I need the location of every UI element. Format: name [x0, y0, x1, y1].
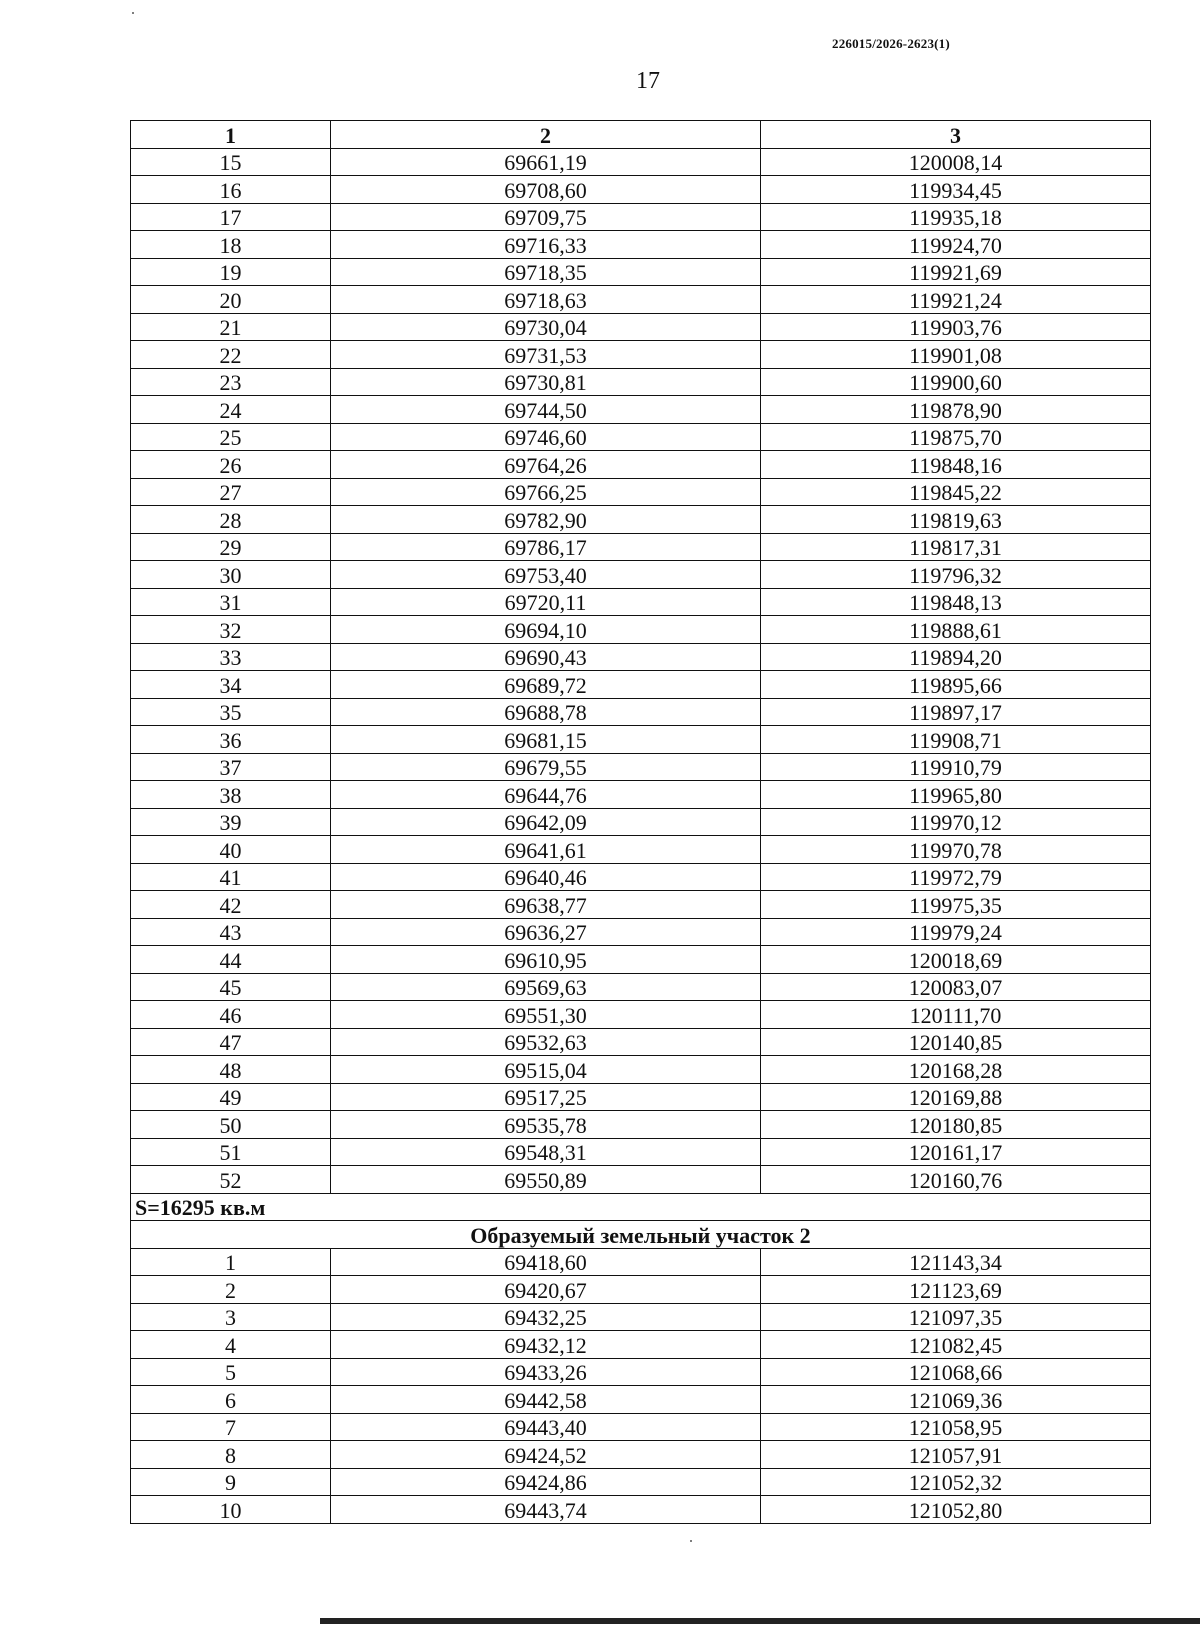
table-row	[131, 203, 1151, 231]
coordinate-y: 120008,14	[761, 148, 1151, 176]
point-number: 34	[131, 671, 331, 699]
coordinate-y: 119888,61	[761, 616, 1151, 644]
coordinate-x: 69424,86	[331, 1468, 761, 1496]
coordinate-x: 69709,75	[331, 203, 761, 231]
point-number: 24	[131, 396, 331, 424]
point-number: 25	[131, 423, 331, 451]
point-number: 21	[131, 313, 331, 341]
table-row	[131, 1303, 1151, 1331]
coordinate-y: 121057,91	[761, 1441, 1151, 1469]
coordinate-x: 69753,40	[331, 561, 761, 589]
table-row	[131, 286, 1151, 314]
coordinate-x: 69694,10	[331, 616, 761, 644]
coordinate-y: 121068,66	[761, 1358, 1151, 1386]
coordinate-y: 121058,95	[761, 1413, 1151, 1441]
table-row	[131, 478, 1151, 506]
table-row	[131, 753, 1151, 781]
point-number: 47	[131, 1028, 331, 1056]
point-number: 15	[131, 148, 331, 176]
point-number: 43	[131, 918, 331, 946]
coordinate-y: 119921,24	[761, 286, 1151, 314]
coordinate-y: 121097,35	[761, 1303, 1151, 1331]
table-row	[131, 1028, 1151, 1056]
point-number: 39	[131, 808, 331, 836]
point-number: 23	[131, 368, 331, 396]
point-number: 49	[131, 1083, 331, 1111]
coordinate-x: 69688,78	[331, 698, 761, 726]
table-row	[131, 561, 1151, 589]
table-row	[131, 698, 1151, 726]
coordinate-x: 69532,63	[331, 1028, 761, 1056]
table-row	[131, 863, 1151, 891]
point-number: 10	[131, 1496, 331, 1524]
column-header-1: 1	[131, 121, 331, 149]
coordinate-y: 120083,07	[761, 973, 1151, 1001]
coordinate-y: 119910,79	[761, 753, 1151, 781]
point-number: 18	[131, 231, 331, 259]
table-row	[131, 313, 1151, 341]
point-number: 41	[131, 863, 331, 891]
coordinate-x: 69636,27	[331, 918, 761, 946]
coordinate-y: 120161,17	[761, 1138, 1151, 1166]
table-row	[131, 1001, 1151, 1029]
coordinate-x: 69661,19	[331, 148, 761, 176]
coordinate-x: 69638,77	[331, 891, 761, 919]
coordinate-x: 69679,55	[331, 753, 761, 781]
point-number: 46	[131, 1001, 331, 1029]
point-number: 1	[131, 1248, 331, 1276]
coordinate-x: 69690,43	[331, 643, 761, 671]
coordinate-x: 69718,63	[331, 286, 761, 314]
coordinate-x: 69610,95	[331, 946, 761, 974]
coordinate-x: 69681,15	[331, 726, 761, 754]
coordinate-y: 119845,22	[761, 478, 1151, 506]
coordinate-x: 69418,60	[331, 1248, 761, 1276]
table-row	[131, 671, 1151, 699]
point-number: 36	[131, 726, 331, 754]
coordinate-x: 69424,52	[331, 1441, 761, 1469]
coordinate-y: 120140,85	[761, 1028, 1151, 1056]
coordinate-x: 69720,11	[331, 588, 761, 616]
table-row	[131, 1441, 1151, 1469]
coordinate-y: 121143,34	[761, 1248, 1151, 1276]
table-row	[131, 588, 1151, 616]
coordinate-y: 119972,79	[761, 863, 1151, 891]
point-number: 33	[131, 643, 331, 671]
coordinate-x: 69730,81	[331, 368, 761, 396]
point-number: 44	[131, 946, 331, 974]
coordinate-y: 119848,16	[761, 451, 1151, 479]
point-number: 51	[131, 1138, 331, 1166]
table-header-row	[131, 121, 1151, 149]
table-row	[131, 258, 1151, 286]
coordinate-y: 119908,71	[761, 726, 1151, 754]
coordinate-y: 120169,88	[761, 1083, 1151, 1111]
point-number: 6	[131, 1386, 331, 1414]
point-number: 38	[131, 781, 331, 809]
table-row	[131, 808, 1151, 836]
coordinate-x: 69718,35	[331, 258, 761, 286]
coordinate-x: 69641,61	[331, 836, 761, 864]
coordinate-y: 119979,24	[761, 918, 1151, 946]
table-row	[131, 781, 1151, 809]
coordinate-x: 69782,90	[331, 506, 761, 534]
table-row	[131, 836, 1151, 864]
coordinate-y: 119975,35	[761, 891, 1151, 919]
coordinate-y: 121069,36	[761, 1386, 1151, 1414]
table-row	[131, 1468, 1151, 1496]
coordinate-x: 69744,50	[331, 396, 761, 424]
area-label: S=16295 кв.м	[131, 1193, 1151, 1221]
coordinate-y: 119875,70	[761, 423, 1151, 451]
coordinate-x: 69420,67	[331, 1276, 761, 1304]
table-row	[131, 423, 1151, 451]
coordinate-y: 119796,32	[761, 561, 1151, 589]
coordinate-x: 69640,46	[331, 863, 761, 891]
coordinate-y: 119934,45	[761, 176, 1151, 204]
section-title-row	[131, 1221, 1151, 1249]
table-row	[131, 1358, 1151, 1386]
area-row	[131, 1193, 1151, 1221]
coordinate-x: 69708,60	[331, 176, 761, 204]
coordinate-y: 120018,69	[761, 946, 1151, 974]
table-row	[131, 1056, 1151, 1084]
coordinate-x: 69644,76	[331, 781, 761, 809]
coordinate-x: 69716,33	[331, 231, 761, 259]
coordinate-y: 119900,60	[761, 368, 1151, 396]
column-header-3: 3	[761, 121, 1151, 149]
coordinate-y: 119901,08	[761, 341, 1151, 369]
section2-title: Образуемый земельный участок 2	[131, 1221, 1151, 1249]
table-row	[131, 918, 1151, 946]
coordinate-y: 121052,32	[761, 1468, 1151, 1496]
coordinate-x: 69515,04	[331, 1056, 761, 1084]
coordinate-y: 121052,80	[761, 1496, 1151, 1524]
point-number: 19	[131, 258, 331, 286]
coordinate-y: 119848,13	[761, 588, 1151, 616]
coordinate-x: 69443,74	[331, 1496, 761, 1524]
table-row	[131, 451, 1151, 479]
table-row	[131, 946, 1151, 974]
table-row	[131, 396, 1151, 424]
point-number: 22	[131, 341, 331, 369]
coordinate-x: 69786,17	[331, 533, 761, 561]
point-number: 48	[131, 1056, 331, 1084]
table-row	[131, 616, 1151, 644]
coordinate-x: 69433,26	[331, 1358, 761, 1386]
table-row	[131, 1386, 1151, 1414]
bottom-scan-rule	[320, 1618, 1200, 1624]
document-id: 226015/2026-2623(1)	[832, 36, 950, 51]
point-number: 2	[131, 1276, 331, 1304]
coordinate-x: 69548,31	[331, 1138, 761, 1166]
coordinate-y: 119895,66	[761, 671, 1151, 699]
coordinate-x: 69517,25	[331, 1083, 761, 1111]
coordinate-y: 119970,12	[761, 808, 1151, 836]
point-number: 7	[131, 1413, 331, 1441]
point-number: 17	[131, 203, 331, 231]
coordinate-y: 119817,31	[761, 533, 1151, 561]
coordinate-y: 119878,90	[761, 396, 1151, 424]
coordinate-x: 69535,78	[331, 1111, 761, 1139]
table-row	[131, 1111, 1151, 1139]
coordinate-x: 69569,63	[331, 973, 761, 1001]
point-number: 28	[131, 506, 331, 534]
coordinate-y: 119935,18	[761, 203, 1151, 231]
coordinate-y: 120160,76	[761, 1166, 1151, 1194]
scan-speck	[132, 12, 134, 14]
coordinate-x: 69689,72	[331, 671, 761, 699]
point-number: 3	[131, 1303, 331, 1331]
point-number: 42	[131, 891, 331, 919]
coordinate-y: 119903,76	[761, 313, 1151, 341]
scan-speck	[690, 1540, 692, 1542]
coordinate-y: 120168,28	[761, 1056, 1151, 1084]
coordinate-x: 69730,04	[331, 313, 761, 341]
table-row	[131, 1248, 1151, 1276]
table-row	[131, 726, 1151, 754]
coordinate-x: 69764,26	[331, 451, 761, 479]
table-row	[131, 1496, 1151, 1524]
coordinate-x: 69432,25	[331, 1303, 761, 1331]
point-number: 9	[131, 1468, 331, 1496]
table-row	[131, 643, 1151, 671]
table-row	[131, 1413, 1151, 1441]
point-number: 40	[131, 836, 331, 864]
table-row	[131, 1138, 1151, 1166]
column-header-2: 2	[331, 121, 761, 149]
point-number: 52	[131, 1166, 331, 1194]
coordinate-y: 119894,20	[761, 643, 1151, 671]
coordinate-x: 69731,53	[331, 341, 761, 369]
table-row	[131, 1276, 1151, 1304]
table-row	[131, 1083, 1151, 1111]
coordinate-y: 119819,63	[761, 506, 1151, 534]
table-row	[131, 341, 1151, 369]
point-number: 32	[131, 616, 331, 644]
coordinate-x: 69442,58	[331, 1386, 761, 1414]
table-row	[131, 231, 1151, 259]
coordinate-y: 120180,85	[761, 1111, 1151, 1139]
table-row	[131, 891, 1151, 919]
coordinate-y: 121082,45	[761, 1331, 1151, 1359]
table-row	[131, 1166, 1151, 1194]
point-number: 8	[131, 1441, 331, 1469]
table-row	[131, 368, 1151, 396]
table-row	[131, 1331, 1151, 1359]
coordinate-y: 119897,17	[761, 698, 1151, 726]
point-number: 35	[131, 698, 331, 726]
table-row	[131, 506, 1151, 534]
point-number: 5	[131, 1358, 331, 1386]
coordinate-y: 120111,70	[761, 1001, 1151, 1029]
point-number: 50	[131, 1111, 331, 1139]
point-number: 45	[131, 973, 331, 1001]
point-number: 26	[131, 451, 331, 479]
point-number: 31	[131, 588, 331, 616]
point-number: 29	[131, 533, 331, 561]
coordinate-y: 119921,69	[761, 258, 1151, 286]
coordinate-y: 121123,69	[761, 1276, 1151, 1304]
table-row	[131, 176, 1151, 204]
point-number: 16	[131, 176, 331, 204]
point-number: 20	[131, 286, 331, 314]
point-number: 37	[131, 753, 331, 781]
coordinate-x: 69432,12	[331, 1331, 761, 1359]
coordinate-x: 69443,40	[331, 1413, 761, 1441]
coordinate-x: 69746,60	[331, 423, 761, 451]
coordinate-y: 119965,80	[761, 781, 1151, 809]
coordinate-x: 69550,89	[331, 1166, 761, 1194]
table-row	[131, 533, 1151, 561]
point-number: 27	[131, 478, 331, 506]
coordinate-x: 69551,30	[331, 1001, 761, 1029]
point-number: 30	[131, 561, 331, 589]
coordinate-y: 119970,78	[761, 836, 1151, 864]
page-number: 17	[636, 68, 660, 94]
coordinate-x: 69766,25	[331, 478, 761, 506]
coordinate-y: 119924,70	[761, 231, 1151, 259]
table-row	[131, 148, 1151, 176]
coordinates-table	[130, 120, 1151, 1524]
point-number: 4	[131, 1331, 331, 1359]
coordinate-x: 69642,09	[331, 808, 761, 836]
table-row	[131, 973, 1151, 1001]
